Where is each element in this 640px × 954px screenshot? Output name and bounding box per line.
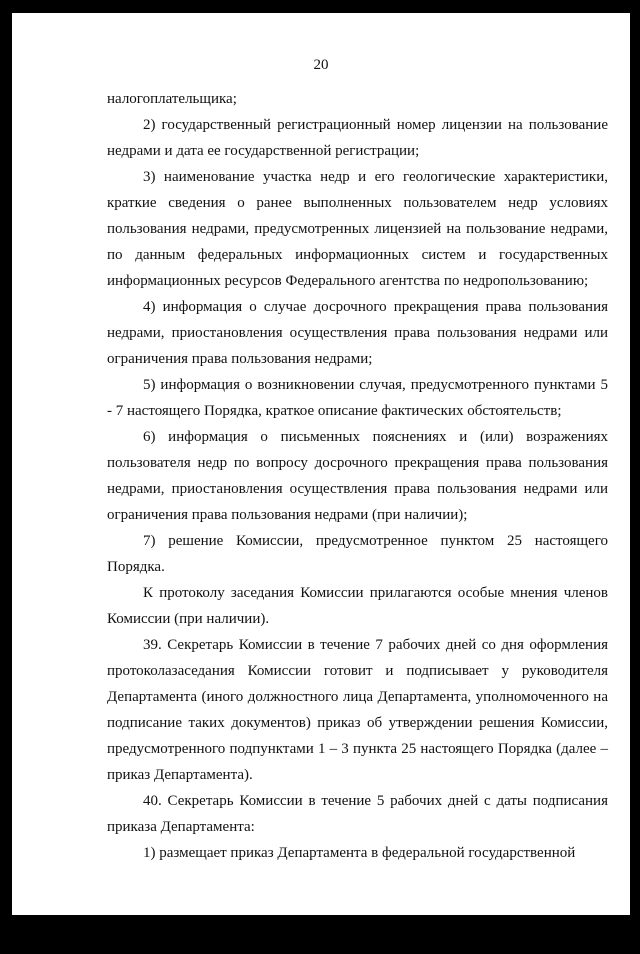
paragraph: налогоплательщика; (107, 91, 237, 107)
paragraph: 3) наименование участка недр и его геологические характеристики, краткие сведения о ранее выполненных пользователем недр условиях пользования недрами, предусмотренных лицензией на пользование недрами, по данным федеральных информационных систем и государственных информационных ресурсов Федерального агентства по недропользованию; (107, 169, 608, 289)
paragraph: 2) государственный регистрационный номер лицензии на пользование недрами и дата ее государственной регистрации; (107, 117, 608, 159)
page-number: 20 (313, 57, 329, 73)
paragraph: 4) информация о случае досрочного прекращения права пользования недрами, приостановления осуществления права пользования недрами или ограничения права пользования недрами; (107, 299, 608, 367)
paragraph: 6) информация о письменных пояснениях и (или) возражениях пользователя недр по вопросу досрочного прекращения права пользования недрами, приостановления осуществления права пользования недрами или ограничения права пользования недрами (при наличии); (107, 429, 608, 523)
document-body (107, 86, 608, 866)
paragraph: 7) решение Комиссии, предусмотренное пунктом 25 настоящего Порядка. (107, 533, 608, 575)
document-page (12, 13, 630, 915)
paragraph: 39. Секретарь Комиссии в течение 7 рабочих дней со дня оформления протоколазаседания Комиссии готовит и подписывает у руководителя Департамента (иного должностного лица Департамента, уполномоченного на подписание таких документов) приказ об утверждении решения Комиссии, предусмотренного подпунктами 1 – 3 пункта 25 настоящего Порядка (далее – приказ Департамента). (107, 637, 608, 783)
paragraph: 1) размещает приказ Департамента в федеральной государственной (143, 845, 576, 861)
paragraph: 40. Секретарь Комиссии в течение 5 рабочих дней с даты подписания приказа Департамента: (107, 793, 608, 835)
paragraph: К протоколу заседания Комиссии прилагаются особые мнения членов Комиссии (при наличии). (107, 585, 608, 627)
paragraph: 5) информация о возникновении случая, предусмотренного пунктами 5 - 7 настоящего Порядка, краткое описание фактических обстоятельств; (107, 377, 608, 419)
